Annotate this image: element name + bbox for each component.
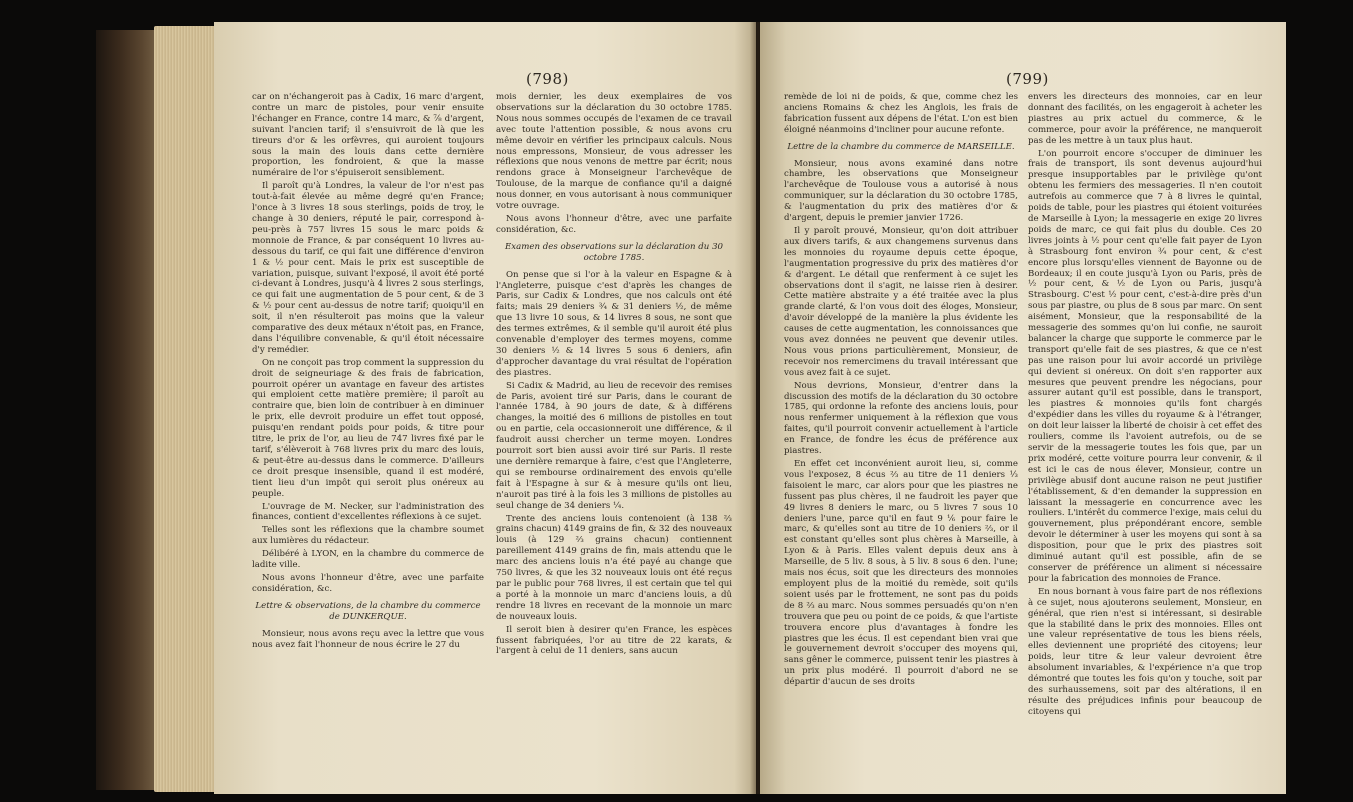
left-page [214, 22, 756, 794]
right-page-column-2 [1028, 92, 1262, 720]
right-page-number: (799) [1006, 70, 1049, 88]
paragraph: Délibéré à LYON, en la chambre du commerce de ladite ville. [252, 549, 484, 571]
page-edges [154, 26, 216, 792]
paragraph: Trente des anciens louis contenoient (à 138 ⅔ grains chacun) 4149 grains de fin, & 32 des nouveaux louis (à 129 ⅔ grains chacun) contiennent pareillement 4149 grains de fin, mais attendu que le marc des anciens louis n'a été payé au change que 750 livres, & que les 32 nouveaux louis ont été reçus par le public pour 768 livres, il est certain que tel qui a porté à la monnoie un marc d'anciens louis, a dû rendre 18 livres en recevant de la monnoie un marc de nouveaux louis. [496, 513, 732, 622]
left-page-column-1 [252, 92, 484, 652]
paragraph: remède de loi ni de poids, & que, comme chez les anciens Romains & chez les Anglois, les frais de fabrication fussent aux dépens de l'état. L'on est bien éloigné néanmoins d'incliner pour aucune refonte. [784, 92, 1018, 135]
paragraph: En effet cet inconvénient auroit lieu, si, comme vous l'exposez, 8 écus ⅔ au titre de 11 deniers ⅓ faisoient le marc, car alors pour que les piastres ne fussent pas plus chères, il ne faudroit les payer que 49 livres 8 deniers le marc, ou 5 livres 7 sous 10 deniers l'une, parce qu'il en faut 9 ⅙ pour faire le marc, & qu'elles sont au titre de 10 deniers ⅔, or il est constant qu'elles sont plus chères à Marseille, à Lyon & à Paris. Elles valent depuis deux ans à Marseille, de 5 liv. 8 sous, à 5 liv. 8 sous 6 den. l'une; mais nos écus, soit que les directeurs des monnoies employent plus de la moitié du remède, soit qu'ils soient usés par le frottement, ne sont pas du poids de 8 ⅔ au marc. Nous sommes persuadés qu'on n'en trouvera que peu ou point de ce poids, & que l'artiste trouvera encore plus d'avantages à fondre les piastres que les écus. Il est cependant bien vrai que le gouvernement devroit s'occuper des moyens qui, sans gêner le commerce, puissent tenir les piastres à un prix plus modéré. Il pourroit d'abord ne se départir d'aucun de ses droits [784, 459, 1018, 688]
paragraph: On pense que si l'or à la valeur en Espagne & à l'Angleterre, puisque c'est d'après les changes de Paris, sur Cadix & Londres, que nos calculs ont été faits; mais 29 deniers ¾ & 31 deniers ½, de même que 13 livre 10 sous, & 14 livres 8 sous, ne sont que des termes extrêmes, & il semble qu'il auroit été plus convenable d'employer des termes moyens, comme 30 deniers ½ & 14 livres 5 sous 6 deniers, afin d'approcher davantage du vrai résultat de l'opération des piastres. [496, 269, 732, 378]
paragraph: Il paroît qu'à Londres, la valeur de l'or n'est pas tout-à-fait élevée au même degré qu'en France; l'once à 3 livres 18 sous sterlings, poids de troy, le change à 30 deniers, réputé le pair, correspond à-peu-près à 757 livres 15 sous le marc poids & monnoie de France, & par conséquent 10 livres au-dessous du tarif, ce qui fait une différence d'environ 1 & ½ pour cent. Mais le prix est susceptible de variation, puisque, suivant l'exposé, il avoit été porté ci-devant à Londres, jusqu'à 4 livres 2 sous sterlings, ce qui fait une augmentation de 5 pour cent, & de 3 & ½ pour cent au-dessus de notre tarif; quoiqu'il en soit, il n'en résulteroit pas moins que la valeur comparative des deux métaux n'étoit pas, en France, dans l'équilibre convenable, & qu'il étoit nécessaire d'y remédier. [252, 181, 484, 355]
paragraph: Telles sont les réflexions que la chambre soumet aux lumières du rédacteur. [252, 525, 484, 547]
paragraph: car on n'échangeroit pas à Cadix, 16 marc d'argent, contre un marc de pistoles, pour venir ensuite l'échanger en France, contre 14 marc, & ⅞ d'argent, suivant l'ancien tarif; il s'ensuivroit de là que les tireurs d'or & les orfèvres, qui auroient toujours sous la main des louis dans cette dernière proportion, les fondroient, & que la masse numéraire de l'or s'épuiseroit sensiblement. [252, 92, 484, 179]
paragraph: Il seroit bien à desirer qu'en France, les espèces fussent fabriquées, l'or au titre de 22 karats, & l'argent à celui de 11 deniers, sans aucun [496, 624, 732, 657]
paragraph: L'ouvrage de M. Necker, sur l'administration des finances, contient d'excellentes réflexions à ce sujet. [252, 501, 484, 523]
paragraph: Il y paroît prouvé, Monsieur, qu'on doit attribuer aux divers tarifs, & aux changemens survenus dans les monnoies du royaume depuis cette époque, l'augmentation progressive du prix des matières d'or & d'argent. Le détail que renferment à ce sujet les observations dont il s'agit, ne laisse rien à desirer. Cette matière abstraite y a été traitée avec la plus grande clarté, & l'on vous doit des éloges, Monsieur, d'avoir développé de la manière la plus évidente les causes de cette augmentation, les connoissances que vous avez données ne peuvent que devenir utiles. Nous vous prions particulièrement, Monsieur, de recevoir nos remercimens du travail intéressant que vous avez fait à ce sujet. [784, 225, 1018, 378]
left-page-number: (798) [526, 70, 569, 88]
paragraph: Si Cadix & Madrid, au lieu de recevoir des remises de Paris, avoient tiré sur Paris, dans le courant de l'année 1784, à 90 jours de date, & à différens changes, la moitié des 6 millions de pistolles en tout ou en partie, cela occasionneroit une différence, & il faudroit aussi chercher un terme moyen. Londres pourroit sort bien aussi avoir tiré sur Paris. Il reste une dernière remarque à faire, c'est que l'Angleterre, qui se rembourse ordinairement des envois qu'elle fait à l'Espagne à sur & à mesure qu'ils ont lieu, n'auroit pas tiré à la fois les 3 millions de pistolles au seul change de 34 deniers ¼. [496, 380, 732, 511]
paragraph: Nous avons l'honneur d'être, avec une parfaite considération, &c. [496, 213, 732, 235]
right-page [760, 22, 1286, 794]
paragraph: envers les directeurs des monnoies, car en leur donnant des facilités, on les engageroit à acheter les piastres au prix actuel du commerce, & le commerce, pour avoir la préférence, ne manqueroit pas de les mettre à un taux plus haut. [1028, 92, 1262, 146]
paragraph: Nous devrions, Monsieur, d'entrer dans la discussion des motifs de la déclaration du 30 octobre 1785, qui ordonne la refonte des anciens louis, pour nous renfermer uniquement à la réflexion que vous faites, qu'il pourroit convenir actuellement à l'article en France, de fondre les écus de préférence aux piastres. [784, 380, 1018, 457]
paragraph: mois dernier, les deux exemplaires de vos observations sur la déclaration du 30 octobre 1785. Nous nous sommes occupés de l'examen de ce travail avec toute l'attention possible, & nous avons cru même devoir en vérifier les principaux calculs. Nous nous empressons, Monsieur, de vous adresser les réflexions que nous venons de mettre par écrit; nous rendons grace à Monseigneur l'archevêque de Toulouse, de la marque de confiance qu'il a daigné nous donner, en vous autorisant à nous communiquer votre ouvrage. [496, 92, 732, 212]
paragraph: Nous avons l'honneur d'être, avec une parfaite considération, &c. [252, 572, 484, 594]
paragraph: En nous bornant à vous faire part de nos réflexions à ce sujet, nous ajouterons seulement, Monsieur, en général, que rien n'est si intéressant, si desirable que la stabilité dans le prix des monnoies. Elles ont une valeur représentative de tous les biens réels, elles deviennent une propriété des citoyens; leur poids, leur titre & leur valeur devroient être absolument invariables, & l'expérience n'a que trop démontré que toutes les fois qu'on y touche, soit par des surhaussemens, soit par des altérations, il en résulte des préjudices infinis pour beaucoup de citoyens qui [1028, 586, 1262, 717]
paragraph: Monsieur, nous avons examiné dans notre chambre, les observations que Monseigneur l'archevêque de Toulouse vous a autorisé à nous communiquer, sur la déclaration du 30 octobre 1785, & l'augmentation du prix des matières d'or & d'argent, depuis le premier janvier 1726. [784, 158, 1018, 224]
paragraph: Monsieur, nous avons reçu avec la lettre que vous nous avez fait l'honneur de nous écrire le 27 du [252, 628, 484, 650]
left-page-column-2 [496, 92, 732, 659]
right-page-column-1 [784, 92, 1018, 690]
paragraph: L'on pourroit encore s'occuper de diminuer les frais de transport, ils sont devenus aujourd'hui presque insupportables par le privilège qu'ont obtenu les fermiers des messageries. Il n'en coutoit autrefois au commerce que 7 à 8 livres le quintal, poids de table, pour les piastres qui étoient voiturées de Marseille à Lyon; la messagerie en exige 20 livres poids de marc, ce qui fait plus du double. Ces 20 livres joints à ½ pour cent qu'elle fait payer de Lyon à Strasbourg font environ ¾ pour cent, & c'est encore plus lorsqu'elles viennent de Bayonne ou de Bordeaux; il en coute jusqu'à Lyon ou Paris, près de ½ pour cent, & ½ de Lyon ou Paris, jusqu'à Strasbourg. C'est ½ pour cent, c'est-à-dire près d'un sous par piastre, ou plus de 8 sous par marc. On sent aisément, Monsieur, que la responsabilité de la messagerie des sommes qu'on lui confie, ne sauroit balancer la charge que supporte le commerce par le transport qu'elle fait de ses piastres, & que ce n'est pas une raison pour lui avoir accordé un privilège qui devient si onéreux. On doit s'en rapporter aux mesures que peuvent prendre les négocians, pour assurer autant qu'il est possible, dans le transport, les piastres & monnoies qu'ils font chargés d'expédier dans les villes du royaume & à l'étranger, on doit leur laisser la liberté de choisir à cet effet des rouliers, comme ils l'avoient autrefois, ou de se servir de la messagerie toutes les fois que, par un prix modéré, cette voiture pourra leur convenir, & il est ici le cas de nous élever, Monsieur, contre un privilège abusif dont aucune raison ne peut justifier l'établissement, & d'en demander la suppression en laissant la messagerie en concurrence avec les rouliers. L'intérêt du commerce l'exige, mais celui du gouvernement, plus prépondérant encore, semble devoir le déterminer à user les moyens qui sont à sa disposition, pour que le prix des piastres soit diminué autant qu'il est possible, afin de se conserver de préférence un aliment si nécessaire pour la fabrication des monnoies de France. [1028, 148, 1262, 584]
book-spread [96, 22, 1286, 794]
section-heading: Lettre de la chambre du commerce de MARSEILLE. [787, 141, 1015, 152]
book-cover-edge [96, 30, 154, 790]
paragraph: On ne conçoit pas trop comment la suppression du droit de seigneuriage & des frais de fabrication, pourroit opérer un avantage en faveur des artistes qui emploient cette matière première; il paroît au contraire que, bien loin de contribuer à en diminuer le prix, elle devroit produire un effet tout opposé, puisqu'en rendant poids pour poids, & titre pour titre, le prix de l'or, au lieu de 747 livres fixé par le tarif, s'élèveroit à 768 livres prix du marc des louis, & peut-être au-dessus dans le commerce. D'ailleurs ce droit presque insensible, quand il est modéré, tient lieu d'un impôt qui seroit plus onéreux au peuple. [252, 357, 484, 499]
section-heading: Lettre & observations, de la chambre du commerce de DUNKERQUE. [255, 600, 481, 622]
section-heading: Examen des observations sur la déclaration du 30 octobre 1785. [504, 241, 724, 263]
